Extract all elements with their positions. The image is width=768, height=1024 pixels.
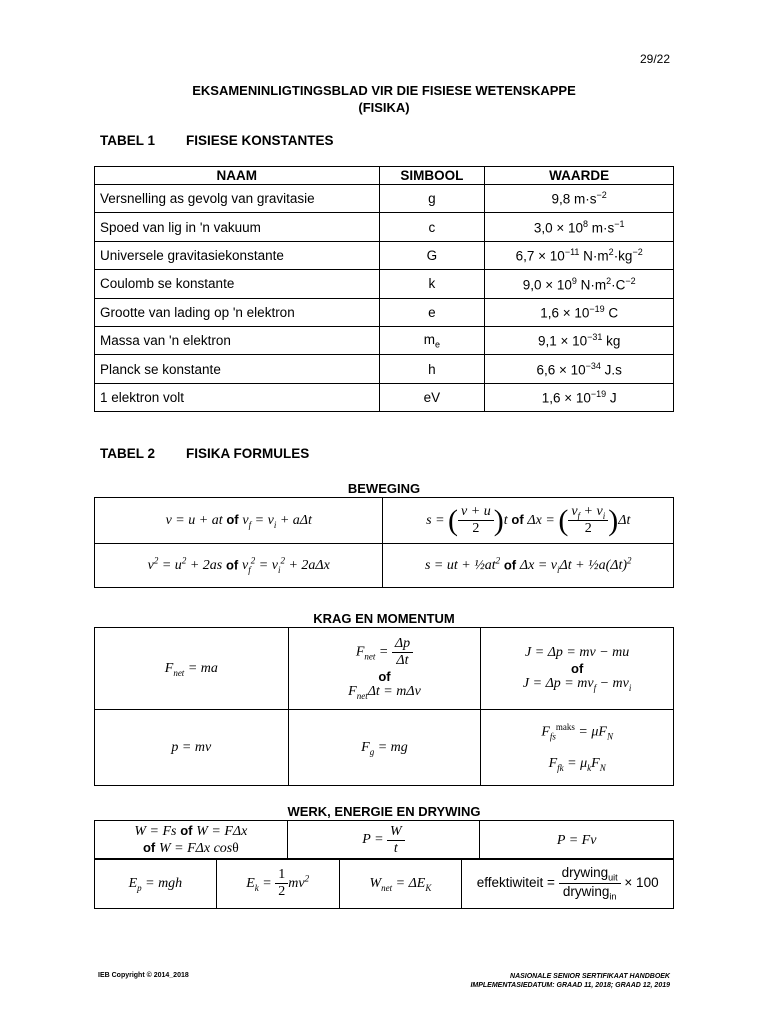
table2-name: FISIKA FORMULES — [186, 446, 310, 461]
table-row — [95, 213, 674, 241]
section-motion-title: BEWEGING — [347, 481, 421, 496]
formula-weight: $F_g$ = mg — [288, 710, 481, 786]
page-number: 29/22 — [639, 52, 670, 66]
table-row — [95, 298, 674, 326]
formula-displacement-average: s = ( $\frac{v + u}{2}$ )t of Δx = ( $\frac{v_f + v_i}{2}$ )Δt — [383, 498, 674, 544]
formula-potential-energy: $E_p$ = mgh — [95, 859, 217, 909]
constant-name: Universele gravitasiekonstante — [95, 241, 380, 269]
header-value: WAARDE — [485, 167, 674, 185]
constant-name: Coulomb se konstante — [95, 270, 380, 298]
formula-work: W = Fs of W = FΔx of W = FΔx cosθ — [95, 821, 288, 860]
constant-name: 1 elektron volt — [95, 383, 380, 411]
motion-table — [94, 497, 674, 588]
formula-kinetic-energy: $E_k$ = $\frac{1}{2}$ $mv^2$ — [216, 859, 339, 909]
constant-value: $9,1 \times 10^{-31}$ kg — [485, 326, 674, 354]
table-row — [95, 326, 674, 354]
formula-net-force-momentum: $F_{net}$ = $\frac{\Delta p}{\Delta t}$ of $F_{net}\Delta t = m\Delta v$ — [288, 628, 481, 710]
formula-velocity: v = u + at of $v_f = v_i + a\Delta t$ — [95, 498, 383, 544]
work-row1-table — [94, 820, 674, 860]
constant-symbol: k — [379, 270, 485, 298]
formula-power-velocity: P = Fv — [480, 821, 674, 860]
formula-friction: $F_{fs}^{maks} = \mu F_N$ $F_{fk} = \mu_kF_N$ — [481, 710, 674, 786]
constant-value: $9,0 \times 10^9$ $N\cdot m^2\cdot C^{-2}$ — [485, 270, 674, 298]
section-force-title: KRAG EN MOMENTUM — [313, 611, 455, 626]
constant-name: Massa van 'n elektron — [95, 326, 380, 354]
constant-value: $3,0 \times 10^8$ $m\cdot s^{-1}$ — [485, 213, 674, 241]
force-table — [94, 627, 674, 786]
formula-power: P = $\frac{W}{t}$ — [287, 821, 480, 860]
header-name: NAAM — [95, 167, 380, 185]
constant-symbol: eV — [379, 383, 485, 411]
formula-work-energy: $W_{net} = \Delta E_K$ — [339, 859, 462, 909]
formula-velocity-squared: $v^2 = u^2 + 2as$ of $v_f^2 = v_i^2 + 2a\Delta x$ — [95, 544, 383, 588]
constant-symbol: $m_e$ — [379, 326, 485, 354]
constant-name: Planck se konstante — [95, 355, 380, 383]
table1-name: FISIESE KONSTANTES — [186, 133, 334, 148]
table1-label: TABEL 1 — [100, 133, 156, 148]
footer-handbook: NASIONALE SENIOR SERTIFIKAAT HANDBOEK IMPLEMENTASIEDATUM: GRAAD 11, 2018; GRAAD 12, 2019 — [470, 973, 670, 989]
constant-name: Grootte van lading op 'n elektron — [95, 298, 380, 326]
constant-symbol: h — [379, 355, 485, 383]
formula-momentum: p = mv — [95, 710, 289, 786]
section-work-title: WERK, ENERGIE EN DRYWING — [287, 804, 481, 819]
constant-symbol: G — [379, 241, 485, 269]
formula-displacement-time: s = ut + $\frac{1}{2}at^2$ of $\Delta x = v_i\Delta t$ + $\frac{1}{2}a(\Delta t)^2$ — [383, 544, 674, 588]
work-row2-table — [94, 858, 674, 909]
table-row — [95, 241, 674, 269]
formula-impulse: J = Δp = mv − mu of $J = \Delta p = mv_f - mv_i$ — [481, 628, 674, 710]
constant-name: Spoed van lig in 'n vakuum — [95, 213, 380, 241]
table-row — [95, 383, 674, 411]
header-symbol: SIMBOOL — [379, 167, 485, 185]
constant-value: 9,8 $m\cdot s^{-2}$ — [485, 185, 674, 213]
constant-symbol: c — [379, 213, 485, 241]
constant-value: $1,6 \times 10^{-19}$ J — [485, 383, 674, 411]
constant-value: $6,7 \times 10^{-11}$ $N\cdot m^2\cdot kg^{-2}$ — [485, 241, 674, 269]
constants-table — [94, 166, 674, 412]
constant-name: Versnelling as gevolg van gravitasie — [95, 185, 380, 213]
table-row — [95, 270, 674, 298]
formula-newton-second: $F_{net}$ = ma — [95, 628, 289, 710]
table-row — [95, 185, 674, 213]
constants-header-row — [95, 167, 674, 185]
table-row — [95, 355, 674, 383]
page-title: EKSAMENINLIGTINGSBLAD VIR DIE FISIESE WETENSKAPPE — [192, 83, 576, 98]
constant-value: $1,6 \times 10^{-19}$ C — [485, 298, 674, 326]
footer-copyright: IEB Copyright © 2014_2018 — [98, 972, 189, 979]
page-subtitle: (FISIKA) — [358, 100, 410, 115]
table2-label: TABEL 2 — [100, 446, 156, 461]
constant-symbol: g — [379, 185, 485, 213]
constant-symbol: e — [379, 298, 485, 326]
constant-value: $6,6 \times 10^{-34}$ J.s — [485, 355, 674, 383]
formula-efficiency: effektiwiteit = $\frac{drywing_{uit}}{drywing_{in}}$ × 100 — [462, 859, 674, 909]
